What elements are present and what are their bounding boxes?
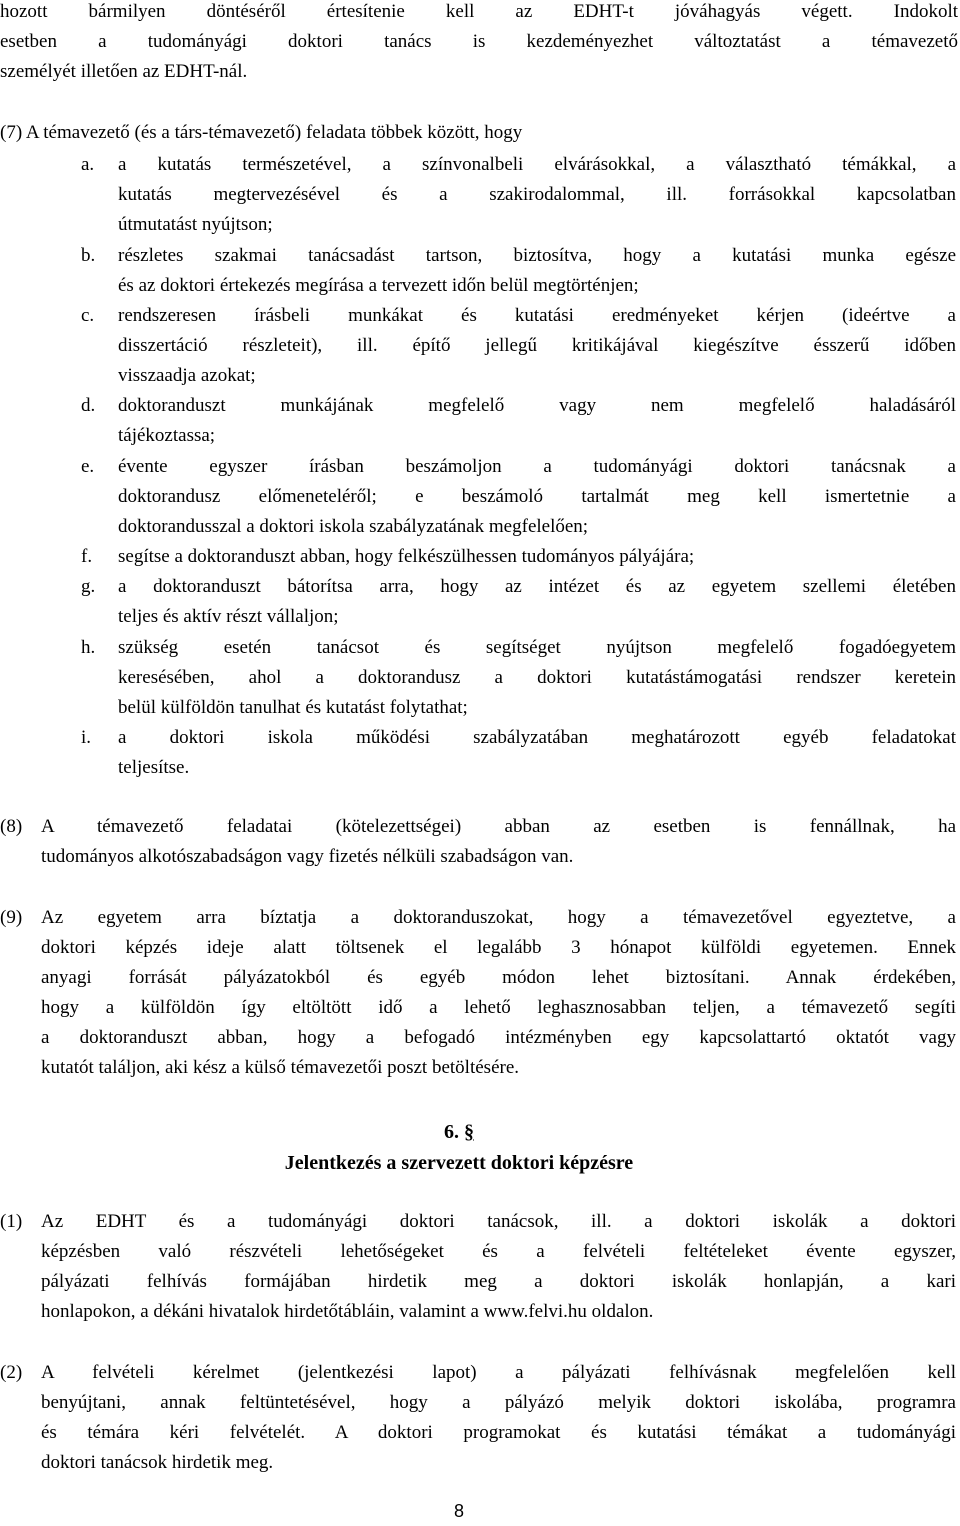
- list-item: [118, 723, 956, 783]
- list-item-line: rendszeresen írásbeli munkákat és kutatási eredményeket kérjen (ideértve a: [118, 305, 956, 326]
- list-item-line: és az doktori értekezés megírása a tervezett időn belül megtörténjen;: [118, 275, 639, 296]
- paragraph-9-line: a doktoranduszt abban, hogy a befogadó intézményben egy kapcsolattartó oktatót vagy: [41, 1027, 956, 1048]
- list-item-line: a doktoranduszt bátorítsa arra, hogy az intézet és az egyetem szellemi életében: [118, 576, 956, 597]
- list-item-letter: d.: [81, 395, 96, 416]
- paragraph-8-text: [41, 812, 956, 872]
- list-item-letter: a.: [81, 154, 95, 175]
- list-item-line: részletes szakmai tanácsadást tartson, biztosítva, hogy a kutatási munka egésze: [118, 245, 956, 266]
- list-item-letter: h.: [81, 637, 96, 658]
- list-item-line: doktorandusz előmeneteléről; e beszámoló tartalmát meg kell ismertetnie a: [118, 486, 956, 507]
- list-item: [118, 391, 956, 451]
- section-number-text: 6.: [444, 1121, 459, 1143]
- paragraph-8-number: (8): [0, 816, 23, 837]
- paragraph-9-line: hogy a külföldön így eltöltött idő a lehető leghasznosabban teljen, a témavezető segíti: [41, 997, 956, 1018]
- section-paragraph-2-line: A felvételi kérelmet (jelentkezési lapot) a pályázati felhívásnak megfelelően kell: [41, 1362, 956, 1383]
- page-number: 8: [453, 1501, 464, 1521]
- list-item-letter: f.: [81, 546, 93, 567]
- paragraph-9-text: [41, 903, 956, 1083]
- list-item: [118, 633, 956, 723]
- intro-paragraph: [0, 0, 958, 87]
- list-item-letter: g.: [81, 576, 96, 597]
- paragraph-9-line: kutatót találjon, aki kész a külső témavezetői poszt betöltésére.: [41, 1057, 520, 1078]
- list-item-line: a doktori iskola működési szabályzatában meghatározott egyéb feladatokat: [118, 727, 956, 748]
- list-item-line: útmutatást nyújtson;: [118, 214, 273, 235]
- list-item-line: kutatás megtervezésével és a szakirodalommal, ill. forrásokkal kapcsolatban: [118, 184, 956, 205]
- section-paragraph-1-line: képzésben való részvételi lehetőségeket és a felvételi feltételeket évente egyszer,: [41, 1241, 956, 1262]
- section-paragraph-2-line: és témára kéri felvételét. A doktori programokat és kutatási témákat a tudományági: [41, 1422, 956, 1443]
- section-paragraph-1-number: (1): [0, 1211, 23, 1232]
- list-item-line: doktoranduszt munkájának megfelelő vagy nem megfelelő haladásáról: [118, 395, 956, 416]
- list-item-line: segítse a doktoranduszt abban, hogy felkészülhessen tudományos pályájára;: [118, 546, 695, 567]
- list-item: [118, 542, 956, 572]
- section-number: [0, 1117, 918, 1147]
- section-paragraph-1-line: honlapokon, a dékáni hivatalok hirdetőtábláin, valamint a www.felvi.hu oldalon.: [41, 1301, 654, 1322]
- list-item-letter: b.: [81, 245, 96, 266]
- section-paragraph-1-line: Az EDHT és a tudományági doktori tanácsok, ill. a doktori iskolák a doktori: [41, 1211, 956, 1232]
- list-item-line: teljes és aktív részt vállaljon;: [118, 606, 339, 627]
- list-item-line: belül külföldön tanulhat és kutatást folytathat;: [118, 697, 468, 718]
- list-item-line: doktorandusszal a doktori iskola szabályzatának megfelelően;: [118, 516, 589, 537]
- paragraph-7-lead: (7) A témavezető (és a társ-témavezető) feladata többek között, hogy: [0, 122, 523, 143]
- paragraph-9-line: doktori képzés ideje alatt töltsenek el legalább 3 hónapot külföldi egyetemen. Ennek: [41, 937, 956, 958]
- list-item: [118, 452, 956, 542]
- list-item-line: visszaadja azokat;: [118, 365, 256, 386]
- list-item-line: szükség esetén tanácsot és segítséget nyújtson megfelelő fogadóegyetem: [118, 637, 956, 658]
- paragraph-8-line: tudományos alkotószabadságon vagy fizetés nélküli szabadságon van.: [41, 846, 574, 867]
- section-paragraph-2-line: doktori tanácsok hirdetik meg.: [41, 1452, 274, 1473]
- section-paragraph-2-line: benyújtani, annak feltüntetésével, hogy a pályázó melyik doktori iskolába, programra: [41, 1392, 956, 1413]
- intro-line-2: esetben a tudományági doktori tanács is kezdeményezhet változtatást a témavezető: [0, 31, 958, 52]
- paragraph-9-number: (9): [0, 907, 23, 928]
- list-item-line: tájékoztassa;: [118, 425, 216, 446]
- list-item-letter: c.: [81, 305, 95, 326]
- paragraph-9-line: anyagi forrását pályázatokból és egyéb módon lehet biztosítani. Annak érdekében,: [41, 967, 956, 988]
- list-item: [118, 241, 956, 301]
- section-paragraph-1-text: [41, 1207, 956, 1327]
- intro-line-3: személyét illetően az EDHT-nál.: [0, 61, 248, 82]
- list-item: [118, 150, 956, 240]
- section-paragraph-2-number: (2): [0, 1362, 23, 1383]
- list-item: [118, 301, 956, 391]
- list-item-line: teljesítse.: [118, 757, 190, 778]
- paragraph-8-line: A témavezető feladatai (kötelezettségei) abban az esetben is fennállnak, ha: [41, 816, 956, 837]
- section-paragraph-2-text: [41, 1358, 956, 1478]
- list-item-line: keresésében, ahol a doktorandusz a doktori kutatástámogatási rendszer keretein: [118, 667, 956, 688]
- section-paragraph-1-line: pályázati felhívás formájában hirdetik meg a doktori iskolák honlapján, a kari: [41, 1271, 956, 1292]
- intro-line-1: hozott bármilyen döntéséről értesítenie kell az EDHT-t jóváhagyás végett. Indokolt: [0, 1, 958, 22]
- list-item-line: évente egyszer írásban beszámoljon a tudományági doktori tanácsnak a: [118, 456, 956, 477]
- section-title: Jelentkezés a szervezett doktori képzésre: [284, 1152, 634, 1174]
- list-item-line: disszertáció részleteit), ill. építő jellegű kritikájával kiegészítve ésszerű időben: [118, 335, 956, 356]
- list-item-letter: e.: [81, 456, 95, 477]
- list-item-line: a kutatás természetével, a színvonalbeli elvárásokkal, a választható témákkal, a: [118, 154, 956, 175]
- list-item: [118, 572, 956, 632]
- section-symbol: §: [464, 1121, 474, 1143]
- paragraph-9-line: Az egyetem arra bíztatja a doktoranduszokat, hogy a témavezetővel egyeztetve, a: [41, 907, 956, 928]
- list-item-letter: i.: [81, 727, 92, 748]
